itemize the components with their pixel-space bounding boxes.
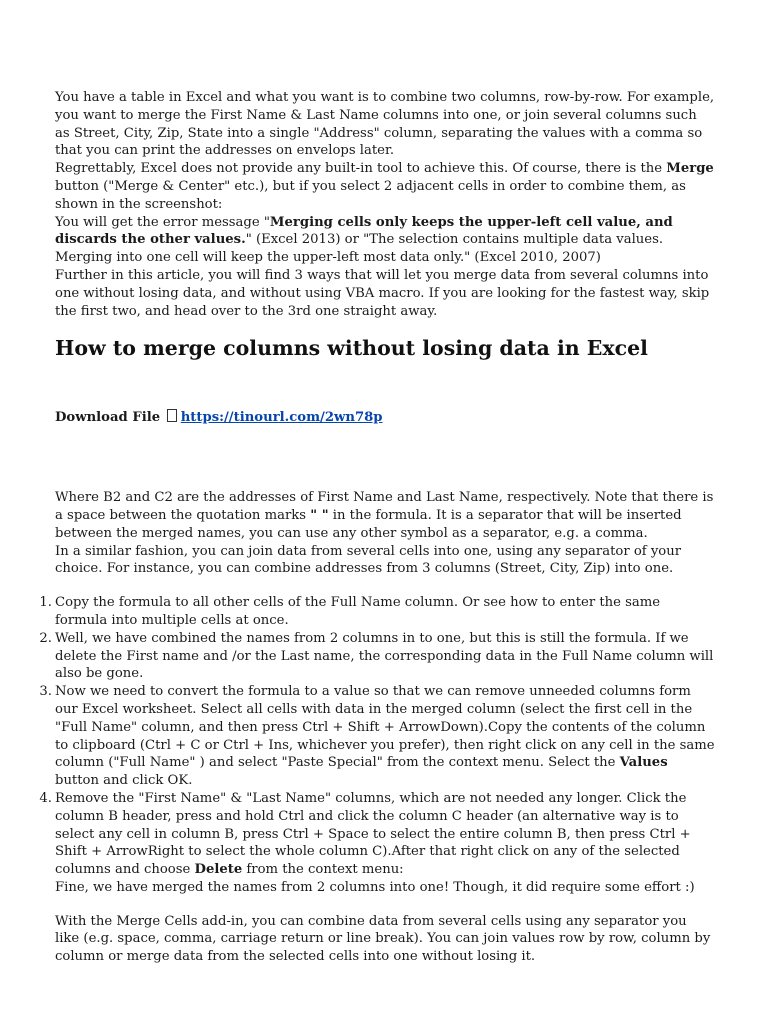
list-item-text-a: Now we need to convert the formula to a value so that we can remove unneeded columns form our Excel worksheet. Select all cells with data in the merged column (select the first cell in the "Full Name" column, and then press Ctrl + Shift + ArrowDown).Copy the contents of the column to clipboard (Ctrl + C or Ctrl + Ins, whichever you prefer), then right click on any cell in the same column ("Full Name" ) and select "Paste Special" from the context menu. Select the — [55, 684, 715, 771]
list-item-number: 4. — [39, 790, 52, 806]
document-body — [39, 89, 715, 966]
intro-paragraph-3 — [55, 214, 715, 267]
quote-marks-bold: " " — [310, 507, 329, 523]
list-item-text: Well, we have combined the names from 2 columns in to one, but this is still the formula. If we delete the First name and /or the Last name, the corresponding data in the Full Name column will also be gone. — [55, 630, 714, 682]
missing-glyph-icon — [167, 409, 177, 422]
intro-p2-text-c: button ("Merge & Center" etc.), but if you select 2 adjacent cells in order to combine them, as shown in the screenshot: — [55, 178, 686, 212]
middle-p1-text-c: in the formula. It is a separator that will be inserted between the merged names, you can use any other symbol as a separator, e.g. a comma. — [55, 507, 682, 541]
download-label: Download File — [55, 410, 161, 426]
values-keyword: Values — [619, 755, 668, 771]
final-paragraph: With the Merge Cells add-in, you can combine data from several cells using any separator you like (e.g. space, comma, carriage return or line break). You can join values row by row, column by column or merge data from the selected cells into one without losing it. — [55, 913, 711, 965]
download-link[interactable]: https://tinourl.com/2wn78p — [180, 410, 383, 426]
middle-paragraph-1 — [55, 489, 715, 542]
list-item-number: 3. — [39, 684, 52, 700]
merge-keyword: Merge — [666, 161, 714, 177]
intro-p2-text-a: Regrettably, Excel does not provide any built-in tool to achieve this. Of course, there is the — [55, 161, 667, 177]
steps-list — [39, 594, 715, 897]
list-item-text: Copy the formula to all other cells of the Full Name column. Or see how to enter the same formula into multiple cells at once. — [55, 595, 661, 628]
delete-keyword: Delete — [194, 862, 243, 878]
download-line — [55, 409, 715, 427]
intro-p3-text-a: You will get the error message " — [55, 214, 270, 230]
section-heading: How to merge columns without losing data in Excel — [55, 336, 648, 361]
middle-paragraph-2: In a similar fashion, you can join data from several cells into one, using any separator of your choice. For instance, you can combine addresses from 3 columns (Street, City, Zip) into one. — [55, 543, 682, 577]
list-item-text-d: Fine, we have merged the names from 2 columns into one! Though, it did require some effort :) — [55, 879, 695, 895]
intro-paragraph-4: Further in this article, you will find 3 ways that will let you merge data from several columns into one without losing data, and without using VBA macro. If you are looking for the fastest way, skip the first two, and head over to the 3rd one straight away. — [55, 267, 710, 319]
list-item — [39, 790, 715, 897]
middle-p1-text-a: Where B2 and C2 are the addresses of First Name and Last Name, respectively. Note that there is a space between the quotation marks — [55, 490, 714, 523]
list-item-number: 2. — [39, 630, 52, 646]
list-item — [39, 630, 715, 683]
list-item — [39, 683, 715, 790]
intro-paragraph-2 — [55, 160, 715, 213]
intro-p3-text-c: " (Excel 2013) or "The selection contains multiple data values. Merging into one cell will keep the upper-left most data only." (Excel 2010, 2007) — [55, 232, 664, 266]
error-message-bold: Merging cells only keeps the upper-left cell value, and discards the other values. — [55, 214, 673, 248]
list-item-text-c: from the context menu: — [242, 862, 404, 878]
list-item-text-a: Remove the "First Name" & "Last Name" columns, which are not needed any longer. Click the column B header, press and hold Ctrl and click the column C header (an alternative way is to select any cell in column B, press Ctrl + Space to select the entire column B, then press Ctrl + Shift + ArrowRight to select the whole column C).After that right click on any of the selected columns and choose — [55, 790, 691, 878]
list-item-number: 1. — [39, 595, 52, 611]
list-item — [39, 594, 715, 630]
intro-paragraph-1: You have a table in Excel and what you want is to combine two columns, row-by-row. For example, you want to merge the First Name & Last Name columns into one, or join several columns such as Street, City, Zip, State into a single "Address" column, separating the values with a comma so that you can print the addresses on envelops later. — [55, 90, 715, 159]
list-item-text-c: button and click OK. — [55, 773, 193, 789]
